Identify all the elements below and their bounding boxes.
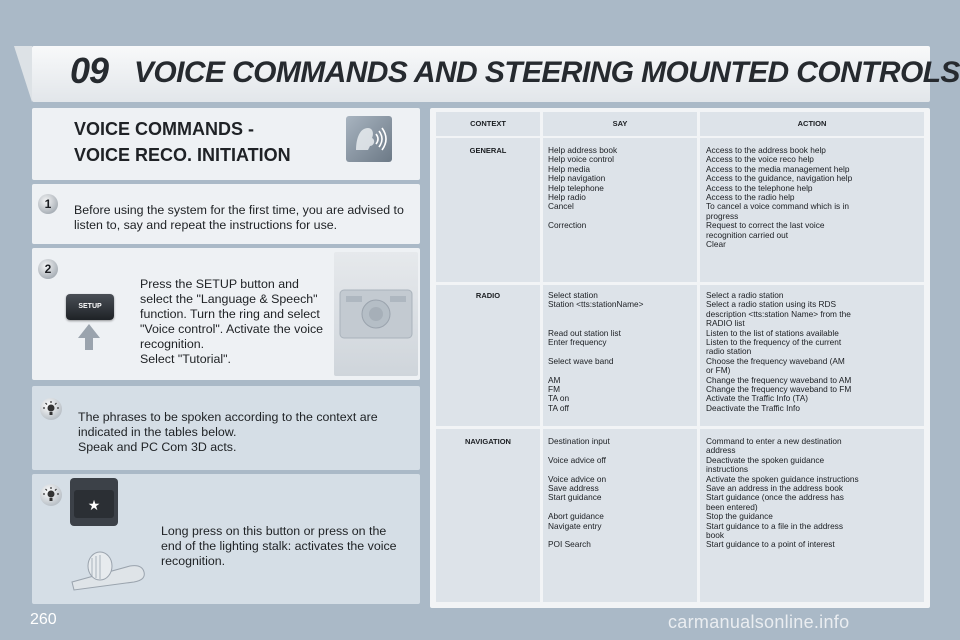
step-2-text [140, 277, 340, 367]
step-1-text: Before using the system for the first time, you are advised to listen to, say and repeat the instructions for use. [74, 203, 404, 232]
step-2-line: "Voice control". Activate the voice [140, 322, 324, 336]
step-2-line: recognition. [140, 337, 205, 351]
step-2-badge: 2 [38, 259, 58, 279]
section-title-line1: VOICE COMMANDS - [74, 119, 254, 139]
tip-1-line: Speak and PC Com 3D acts. [78, 440, 237, 454]
tip-1-line: indicated in the tables below. [78, 425, 237, 439]
lighting-stalk-image [70, 536, 152, 596]
say-general: Help address book Help voice control Help media Help navigation Help telephone Help radio Cancel Correction [548, 145, 618, 231]
action-radio: Select a radio station Select a radio station using its RDS description <tts:station Name> from the RADIO list Listen to the list of stations available Listen to the frequency of the current radio station Choose the frequency waveband (AM or FM) Change the frequency waveband to AM Change the frequency waveband to FM Activate the Traffic Info (TA) Deactivate the Traffic Info [706, 290, 852, 413]
row-divider [436, 282, 924, 285]
header-context: CONTEXT [470, 119, 506, 128]
tip-1-line: The phrases to be spoken according to the context are [78, 410, 378, 424]
page-number: 260 [30, 611, 57, 628]
action-navigation: Command to enter a new destination address Deactivate the spoken guidance instructions Activate the spoken guidance instructions Save an address in the address book Start guidance (once the address has been entered) Stop the guidance Start guidance to a file in the address book Start guidance to a point of interest [706, 436, 859, 550]
tip-2-line: end of the lighting stalk: activates the voice [161, 539, 397, 553]
tip-2-line: Long press on this button or press on the [161, 524, 387, 538]
step-1-badge: 1 [38, 194, 58, 214]
tip-1-badge [40, 398, 62, 420]
chapter-number: 09 [69, 50, 109, 91]
tip-2-badge [40, 484, 62, 506]
tip-2-line: recognition. [161, 554, 226, 568]
action-general: Access to the address book help Access to the voice reco help Access to the media management help Access to the guidance, navigation help Access to the telephone help Access to the radio help To cancel a voice command which is in progress Request to correct the last voice recognition carried out Clear [706, 145, 853, 250]
header-action: ACTION [797, 119, 827, 128]
context-general: GENERAL [469, 146, 507, 155]
header-divider [436, 136, 924, 138]
setup-button[interactable]: SETUP [66, 294, 114, 320]
step-2-line: Select "Tutorial". [140, 352, 231, 366]
tip-1-text [78, 410, 408, 455]
say-navigation: Destination input Voice advice off Voice advice on Save address Start guidance Abort guidance Navigate entry POI Search [548, 436, 610, 550]
step-2-line: select the "Language & Speech" [140, 292, 318, 306]
page-title: VOICE COMMANDS AND STEERING MOUNTED CONTROLS [134, 56, 960, 89]
section-title-line2: VOICE RECO. INITIATION [74, 145, 291, 165]
voice-command-icon [346, 116, 392, 162]
step-2-line: function. Turn the ring and select [140, 307, 320, 321]
step-2-line: Press the SETUP button and [140, 277, 299, 291]
arrow-up-icon [74, 322, 104, 352]
context-column [436, 112, 540, 602]
tip-2-text [161, 524, 411, 569]
say-radio: Select station Station <tts:stationName> Read out station list Enter frequency Select wave band AM FM TA on TA off [548, 290, 644, 413]
svg-text:★: ★ [87, 498, 101, 514]
light-bulb-icon [43, 401, 59, 417]
voice-keypad-button-image [70, 478, 118, 526]
watermark: carmanualsonline.info [668, 612, 850, 632]
radio-unit-image [334, 252, 418, 376]
row-divider [436, 426, 924, 429]
light-bulb-icon [43, 487, 59, 503]
context-navigation: NAVIGATION [465, 437, 511, 446]
header-say: SAY [612, 119, 628, 128]
context-radio: RADIO [475, 291, 501, 300]
